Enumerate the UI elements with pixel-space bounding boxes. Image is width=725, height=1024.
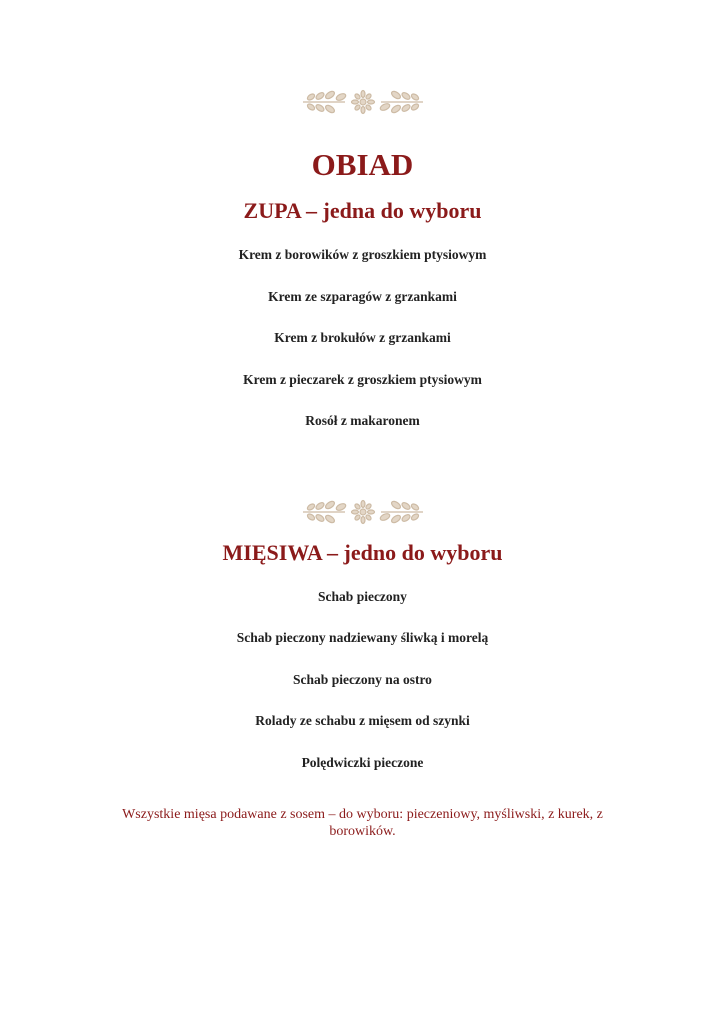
menu-item: Krem z borowików z groszkiem ptysiowym [238,247,487,262]
menu-item: Polędwiczki pieczone [301,755,424,770]
menu-item: Rolady ze schabu z mięsem od szynki [255,713,470,728]
wheat-ornament-icon [301,88,425,116]
menu-item: Schab pieczony na ostro [293,672,432,687]
ornament-middle [0,498,725,526]
menu-item: Krem z pieczarek z groszkiem ptysiowym [243,372,482,387]
section-heading-soup: ZUPA – jedna do wyboru [243,198,482,223]
section-heading-meats: MIĘSIWA – jedno do wyboru [222,540,503,565]
page-title: OBIAD [311,147,414,182]
ornament-top [0,88,725,116]
menu-item: Schab pieczony nadziewany śliwką i morelą [236,630,489,645]
menu-item: Rosół z makaronem [305,413,420,428]
wheat-ornament-icon [301,498,425,526]
menu-item: Krem ze szparagów z grzankami [268,289,457,304]
menu-item: Schab pieczony [318,589,407,604]
menu-item: Krem z brokułów z grzankami [274,330,451,345]
sauce-note: Wszystkie mięsa podawane z sosem – do wyboru: pieczeniowy, myśliwski, z kurek, z borowików. [122,807,603,839]
